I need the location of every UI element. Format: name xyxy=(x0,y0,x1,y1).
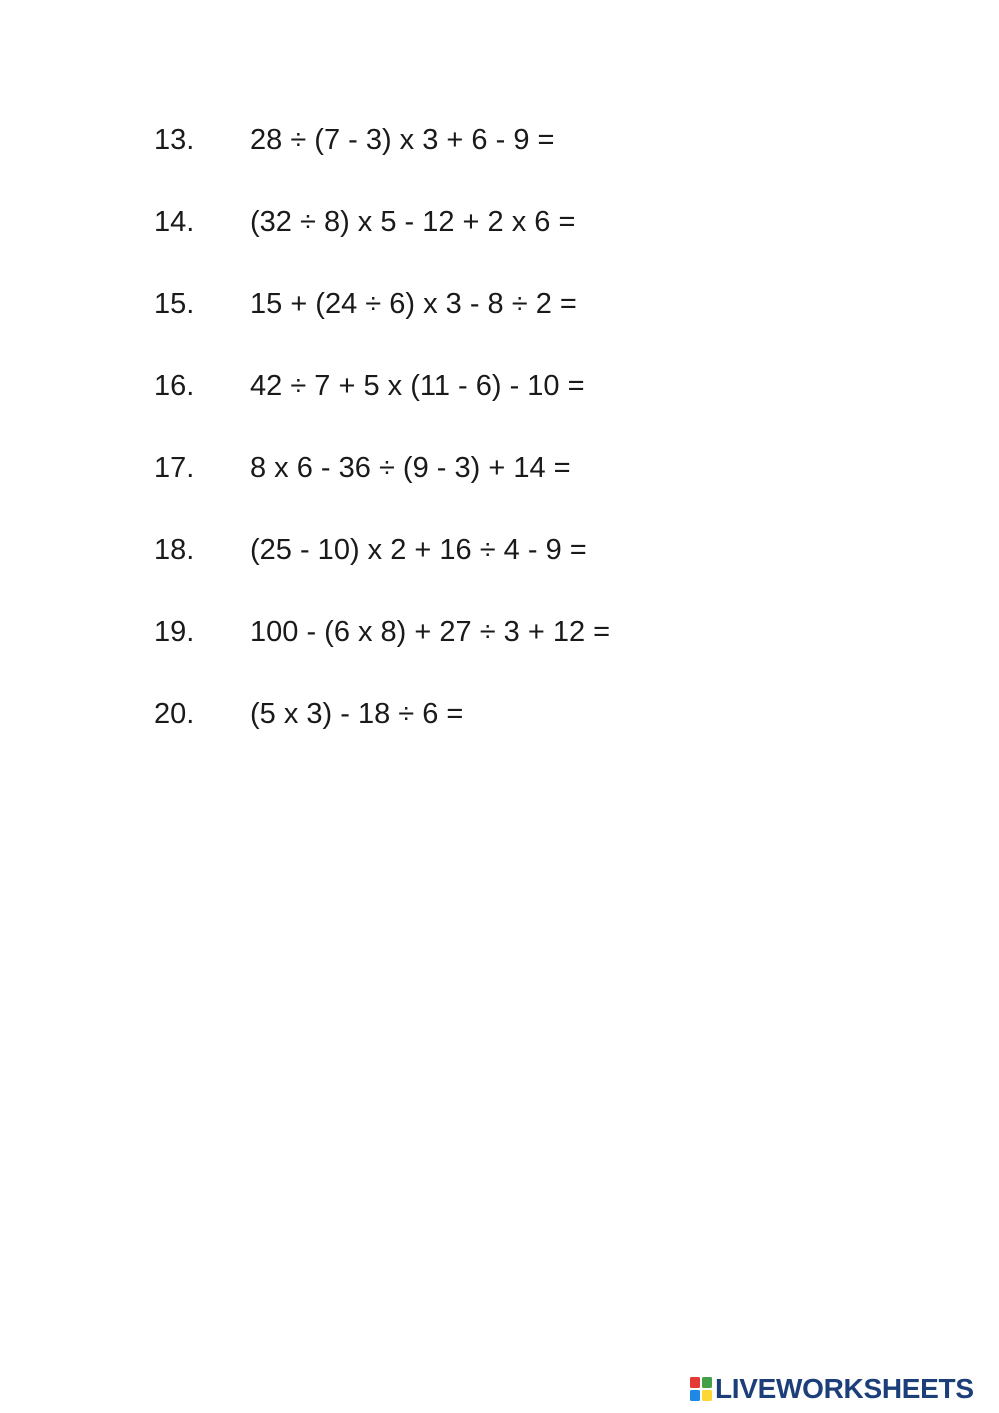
problem-row-14 xyxy=(0,202,999,242)
problem-row-13 xyxy=(0,120,999,160)
problem-expression: 8 x 6 - 36 ÷ (9 - 3) + 14 = xyxy=(250,452,571,484)
problem-expression: (25 - 10) x 2 + 16 ÷ 4 - 9 = xyxy=(250,534,587,566)
problem-expression: 100 - (6 x 8) + 27 ÷ 3 + 12 = xyxy=(250,616,611,648)
problem-number: 13. xyxy=(154,124,195,156)
logo-text: LIVEWORKSHEETS xyxy=(715,1373,974,1404)
problem-row-17 xyxy=(0,448,999,488)
problem-number: 17. xyxy=(154,452,195,484)
problem-number: 16. xyxy=(154,370,195,402)
problem-row-19 xyxy=(0,612,999,652)
liveworksheets-logo-icon xyxy=(690,1377,712,1401)
problem-row-20 xyxy=(0,694,999,734)
problem-row-16 xyxy=(0,366,999,406)
problem-expression: (32 ÷ 8) x 5 - 12 + 2 x 6 = xyxy=(250,206,576,238)
problem-number: 18. xyxy=(154,534,195,566)
problem-number: 19. xyxy=(154,616,195,648)
problem-number: 14. xyxy=(154,206,195,238)
problem-expression: 15 + (24 ÷ 6) x 3 - 8 ÷ 2 = xyxy=(250,288,577,320)
problem-expression: (5 x 3) - 18 ÷ 6 = xyxy=(250,698,464,730)
problem-expression: 28 ÷ (7 - 3) x 3 + 6 - 9 = xyxy=(250,124,555,156)
problem-row-18 xyxy=(0,530,999,570)
liveworksheets-logo xyxy=(690,1374,974,1404)
problem-number: 20. xyxy=(154,698,195,730)
problem-row-15 xyxy=(0,284,999,324)
problem-number: 15. xyxy=(154,288,195,320)
problem-expression: 42 ÷ 7 + 5 x (11 - 6) - 10 = xyxy=(250,370,585,402)
